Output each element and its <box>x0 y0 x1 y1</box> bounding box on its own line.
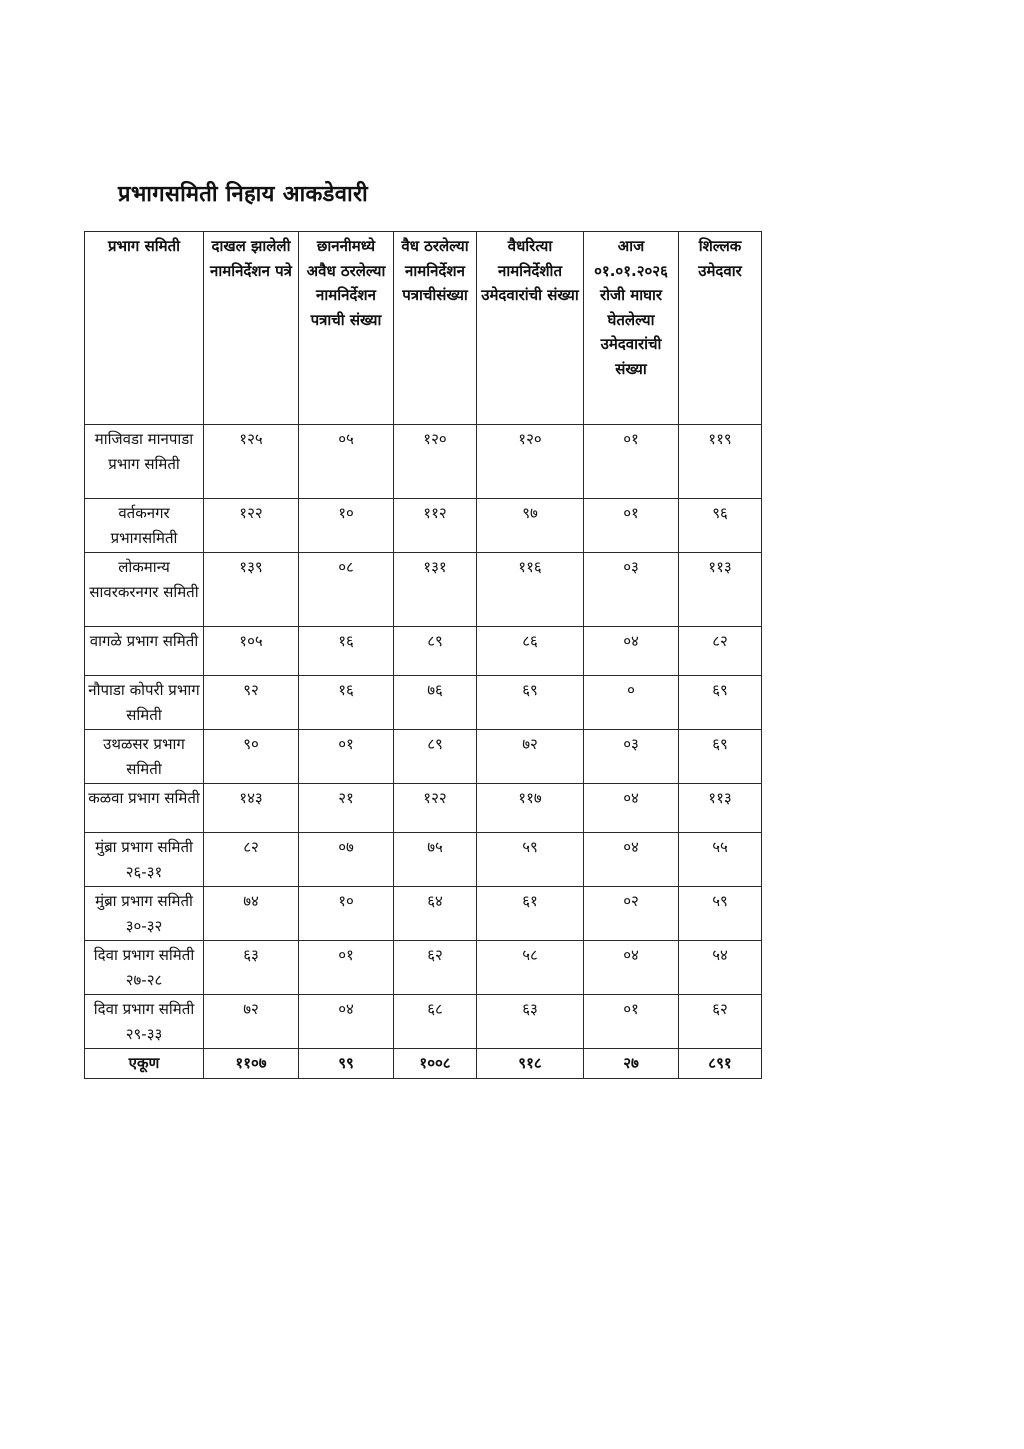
table-cell: १२० <box>477 425 584 499</box>
table-cell: ०१ <box>299 941 394 995</box>
table-cell: १०५ <box>204 627 299 676</box>
table-cell: ६८ <box>394 995 477 1049</box>
table-cell: ११९ <box>679 425 762 499</box>
table-cell: १० <box>299 499 394 553</box>
table-cell: ० <box>584 676 679 730</box>
table-cell: ८९ <box>394 730 477 784</box>
table-cell: ८६ <box>477 627 584 676</box>
table-cell: ६९ <box>679 730 762 784</box>
table-cell: ६२ <box>679 995 762 1049</box>
total-cell: २७ <box>584 1049 679 1079</box>
table-cell: ५८ <box>477 941 584 995</box>
table-row <box>85 676 762 730</box>
table-cell: ८२ <box>204 833 299 887</box>
table-cell: ०४ <box>584 941 679 995</box>
ward-committee-name: मुंब्रा प्रभाग समिती २६-३१ <box>85 833 204 887</box>
total-cell: १००८ <box>394 1049 477 1079</box>
table-cell: ०१ <box>584 425 679 499</box>
table-cell: ०१ <box>584 995 679 1049</box>
ward-committee-name: लोकमान्य सावरकरनगर समिती <box>85 553 204 627</box>
ward-committee-name: वागळे प्रभाग समिती <box>85 627 204 676</box>
table-cell: ७६ <box>394 676 477 730</box>
table-cell: ७४ <box>204 887 299 941</box>
table-row <box>85 627 762 676</box>
total-cell: ९१८ <box>477 1049 584 1079</box>
ward-committee-statistics-table <box>84 231 762 1079</box>
table-cell: १२५ <box>204 425 299 499</box>
table-cell: ०४ <box>584 833 679 887</box>
table-row <box>85 941 762 995</box>
table-row <box>85 425 762 499</box>
table-row <box>85 553 762 627</box>
total-label: एकूण <box>85 1049 204 1079</box>
table-cell: ६१ <box>477 887 584 941</box>
table-cell: ५५ <box>679 833 762 887</box>
table-cell: ०५ <box>299 425 394 499</box>
table-cell: ६४ <box>394 887 477 941</box>
table-cell: ५९ <box>477 833 584 887</box>
ward-committee-name: उथळसर प्रभाग समिती <box>85 730 204 784</box>
table-cell: ६३ <box>477 995 584 1049</box>
table-cell: ११२ <box>394 499 477 553</box>
table-cell: ०१ <box>584 499 679 553</box>
table-cell: १६ <box>299 627 394 676</box>
table-cell: १२२ <box>394 784 477 833</box>
table-cell: १२० <box>394 425 477 499</box>
table-cell: ७२ <box>204 995 299 1049</box>
table-header-row <box>85 232 762 425</box>
table-cell: १० <box>299 887 394 941</box>
header-ward-committee: प्रभाग समिती <box>85 232 204 425</box>
table-cell: ९७ <box>477 499 584 553</box>
table-cell: ७२ <box>477 730 584 784</box>
header-filed-nominations: दाखल झालेली नामनिर्देशन पत्रे <box>204 232 299 425</box>
table-cell: ०३ <box>584 730 679 784</box>
table-row <box>85 995 762 1049</box>
table-cell: ०२ <box>584 887 679 941</box>
table-cell: ०४ <box>584 784 679 833</box>
table-cell: ९६ <box>679 499 762 553</box>
table-cell: ७५ <box>394 833 477 887</box>
table-cell: ०१ <box>299 730 394 784</box>
table-cell: ६२ <box>394 941 477 995</box>
table-cell: ५४ <box>679 941 762 995</box>
table-cell: ११७ <box>477 784 584 833</box>
total-cell: ८९१ <box>679 1049 762 1079</box>
table-cell: ९२ <box>204 676 299 730</box>
table-row <box>85 730 762 784</box>
table-cell: ०४ <box>299 995 394 1049</box>
header-withdrawn-candidates: आज ०१.०१.२०२६ रोजी माघार घेतलेल्या उमेदवारांची संख्या <box>584 232 679 425</box>
header-invalid-nominations: छाननीमध्ये अवैध ठरलेल्या नामनिर्देशन पत्राची संख्या <box>299 232 394 425</box>
ward-committee-name: दिवा प्रभाग समिती २९-३३ <box>85 995 204 1049</box>
total-cell: ११०७ <box>204 1049 299 1079</box>
header-remaining-candidates: शिल्लक उमेदवार <box>679 232 762 425</box>
table-cell: ५९ <box>679 887 762 941</box>
total-cell: ९९ <box>299 1049 394 1079</box>
ward-committee-name: कळवा प्रभाग समिती <box>85 784 204 833</box>
total-row <box>85 1049 762 1079</box>
table-cell: ८२ <box>679 627 762 676</box>
ward-committee-name: वर्तकनगर प्रभागसमिती <box>85 499 204 553</box>
table-cell: ६३ <box>204 941 299 995</box>
table-cell: १४३ <box>204 784 299 833</box>
ward-committee-name: दिवा प्रभाग समिती २७-२८ <box>85 941 204 995</box>
table-cell: ११६ <box>477 553 584 627</box>
table-cell: ९० <box>204 730 299 784</box>
table-cell: ०८ <box>299 553 394 627</box>
table-cell: ११३ <box>679 784 762 833</box>
table-cell: २१ <box>299 784 394 833</box>
table-row <box>85 887 762 941</box>
table-cell: ०४ <box>584 627 679 676</box>
table-cell: १६ <box>299 676 394 730</box>
table-row <box>85 833 762 887</box>
table-cell: ११३ <box>679 553 762 627</box>
table-cell: ०३ <box>584 553 679 627</box>
header-valid-nominations: वैध ठरलेल्या नामनिर्देशन पत्राचीसंख्या <box>394 232 477 425</box>
header-validly-nominated-candidates: वैधरित्या नामनिर्देशीत उमेदवारांची संख्या <box>477 232 584 425</box>
page-title: प्रभागसमिती निहाय आकडेवारी <box>118 182 368 207</box>
table-cell: १३१ <box>394 553 477 627</box>
table-cell: ०७ <box>299 833 394 887</box>
table-cell: ८९ <box>394 627 477 676</box>
table-cell: ६९ <box>477 676 584 730</box>
table-row <box>85 499 762 553</box>
table-cell: १३९ <box>204 553 299 627</box>
table-cell: ६९ <box>679 676 762 730</box>
table-cell: १२२ <box>204 499 299 553</box>
ward-committee-name: नौपाडा कोपरी प्रभाग समिती <box>85 676 204 730</box>
table-row <box>85 784 762 833</box>
ward-committee-name: माजिवडा मानपाडा प्रभाग समिती <box>85 425 204 499</box>
ward-committee-name: मुंब्रा प्रभाग समिती ३०-३२ <box>85 887 204 941</box>
